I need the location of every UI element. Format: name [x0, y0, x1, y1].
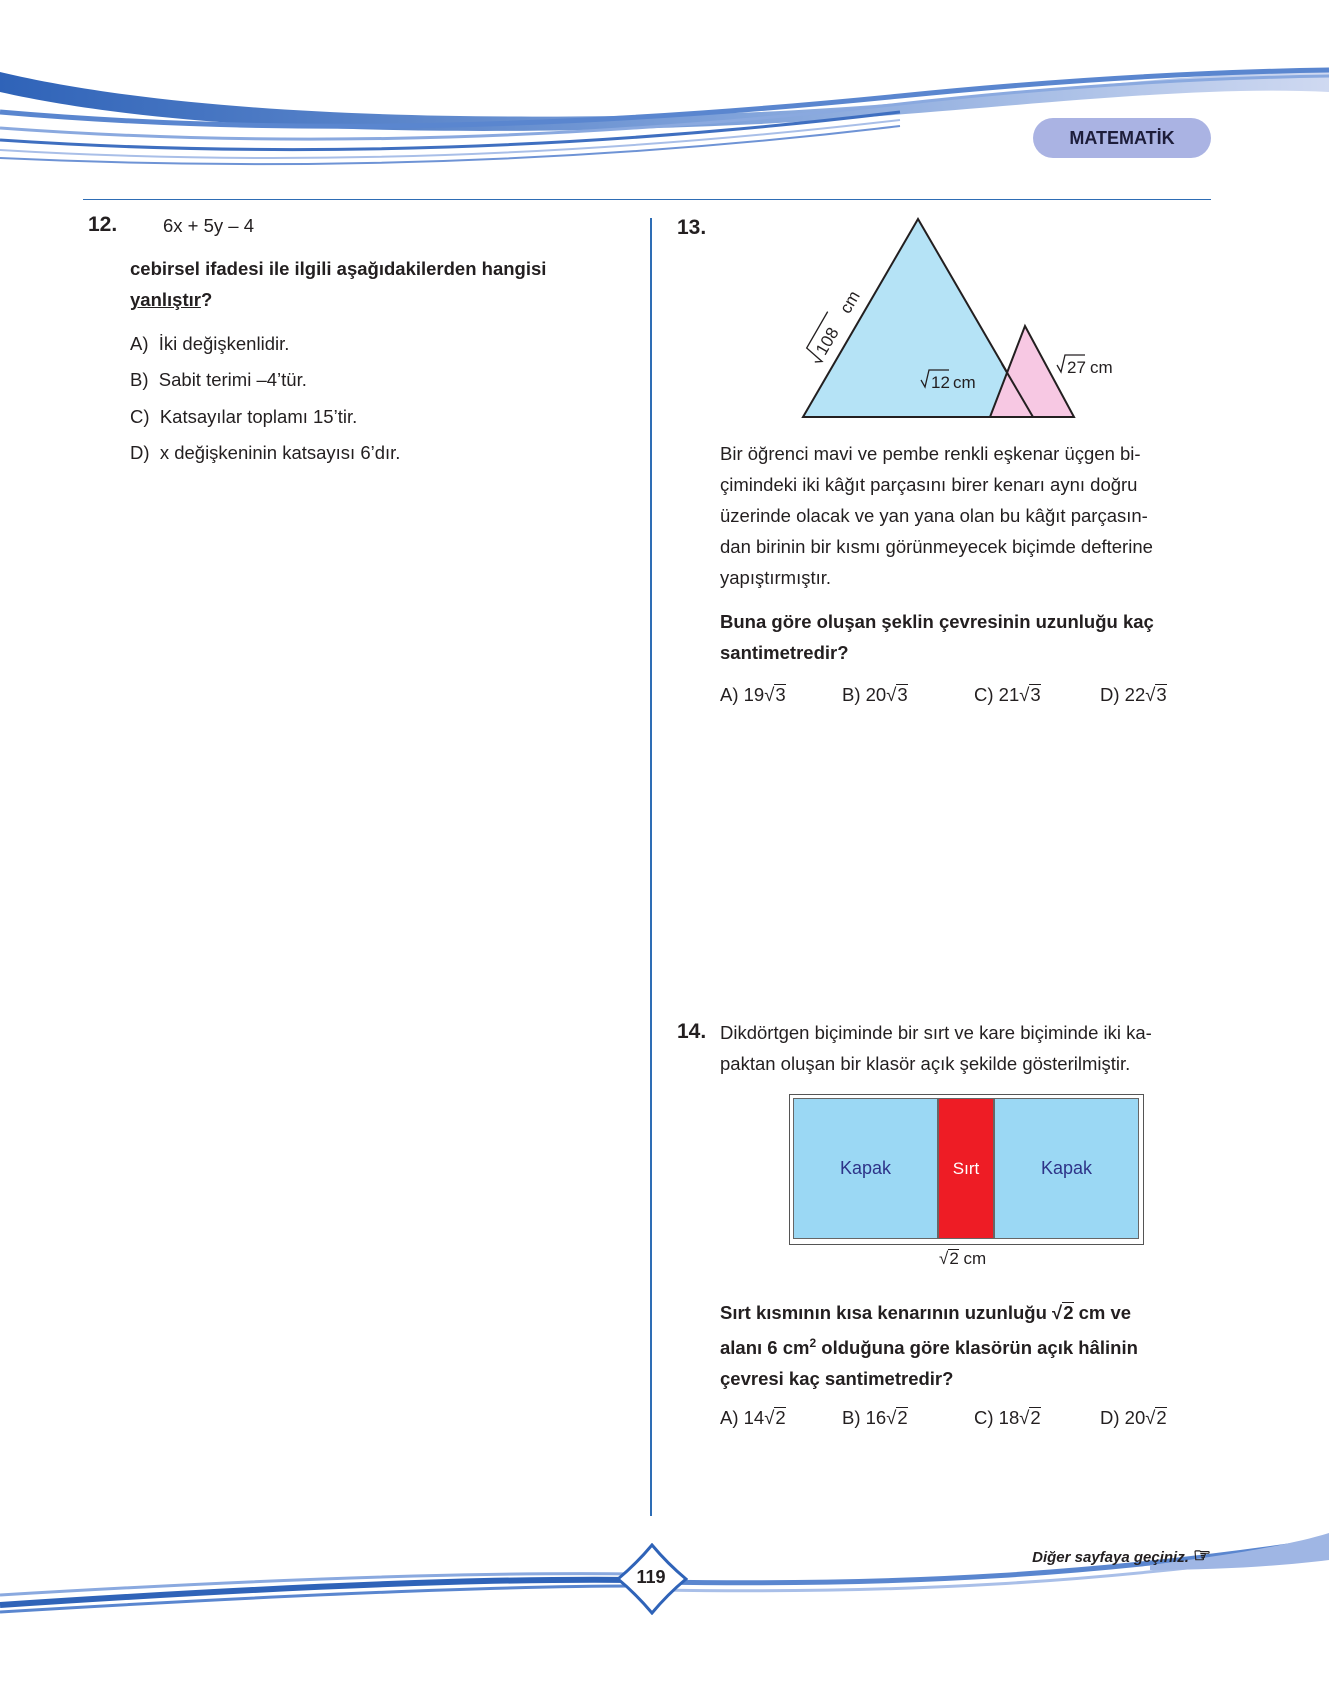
- inner-side-unit: cm: [953, 373, 976, 392]
- big-side-unit: cm: [836, 287, 864, 317]
- q12-prompt: cebirsel ifadesi ile ilgili aşağıdakilerden hangisi yanlıştır?: [130, 258, 547, 310]
- subject-label: MATEMATİK: [1033, 118, 1211, 158]
- inner-side-value: 12: [931, 373, 950, 392]
- q12-option-a: A) İki değişkenlidir.: [130, 333, 290, 354]
- question-number-13: 13.: [677, 216, 707, 239]
- q12-expression: 6x + 5y – 4: [163, 215, 255, 236]
- binder-figure: [789, 1094, 1144, 1245]
- next-page-note: Diğer sayfaya geçiniz. ☞: [1032, 1545, 1211, 1567]
- binder-cover-left: Kapak: [793, 1098, 938, 1239]
- q12-option-c: C) Katsayılar toplamı 15’tir.: [130, 406, 358, 427]
- triangles-figure: [790, 210, 1150, 425]
- question-number-12: 12.: [88, 213, 118, 236]
- q14-option-b: B) 16√2: [842, 1407, 908, 1428]
- page-number: 119: [636, 1567, 666, 1587]
- q14-body: Dikdörtgen biçiminde bir sırt ve kare biçiminde iki ka- paktan oluşan bir klasör açık şekilde gösterilmiştir.: [720, 1022, 1152, 1074]
- pointing-hand-icon: ☞: [1193, 1545, 1211, 1567]
- small-side-label: [1057, 355, 1113, 377]
- q13-option-d: D) 22√3: [1100, 684, 1167, 705]
- small-side-unit: cm: [1090, 358, 1113, 377]
- q14-question: Sırt kısmının kısa kenarının uzunluğu √2 cm ve alanı 6 $cm^2$ olduğuna göre klasörün açık hâlinin çevresi kaç santimetredir?: [720, 1302, 1138, 1390]
- big-side-value: 108: [812, 324, 843, 359]
- q13-option-a: A) 19√3: [720, 684, 786, 705]
- q13-question: Buna göre oluşan şeklin çevresinin uzunluğu kaç santimetredir?: [720, 611, 1154, 663]
- q14-option-d: D) 20√2: [1100, 1407, 1167, 1428]
- header-divider: [83, 199, 1211, 200]
- spine-width-label: √2 cm: [939, 1249, 987, 1268]
- binder-spine: Sırt: [938, 1098, 994, 1239]
- q13-option-c: C) 21√3: [974, 684, 1041, 705]
- question-number-14: 14.: [677, 1020, 707, 1043]
- column-divider: [650, 218, 652, 1516]
- q14-option-c: C) 18√2: [974, 1407, 1041, 1428]
- q13-option-b: B) 20√3: [842, 684, 908, 705]
- small-side-value: 27: [1067, 358, 1086, 377]
- q12-option-d: D) x değişkeninin katsayısı 6’dır.: [130, 442, 401, 463]
- binder-cover-right: Kapak: [994, 1098, 1139, 1239]
- q13-body: Bir öğrenci mavi ve pembe renkli eşkenar üçgen bi- çimindeki iki kâğıt parçasını birer kenarı aynı doğru üzerinde olacak ve yan yana olan bu kâğıt parçasın- dan birinin bir kısmı görünmeyecek biçimde defterine yapıştırmıştır.: [720, 443, 1153, 588]
- q14-option-a: A) 14√2: [720, 1407, 786, 1428]
- q12-option-b: B) Sabit terimi –4’tür.: [130, 369, 307, 390]
- blue-triangle: [803, 219, 1033, 417]
